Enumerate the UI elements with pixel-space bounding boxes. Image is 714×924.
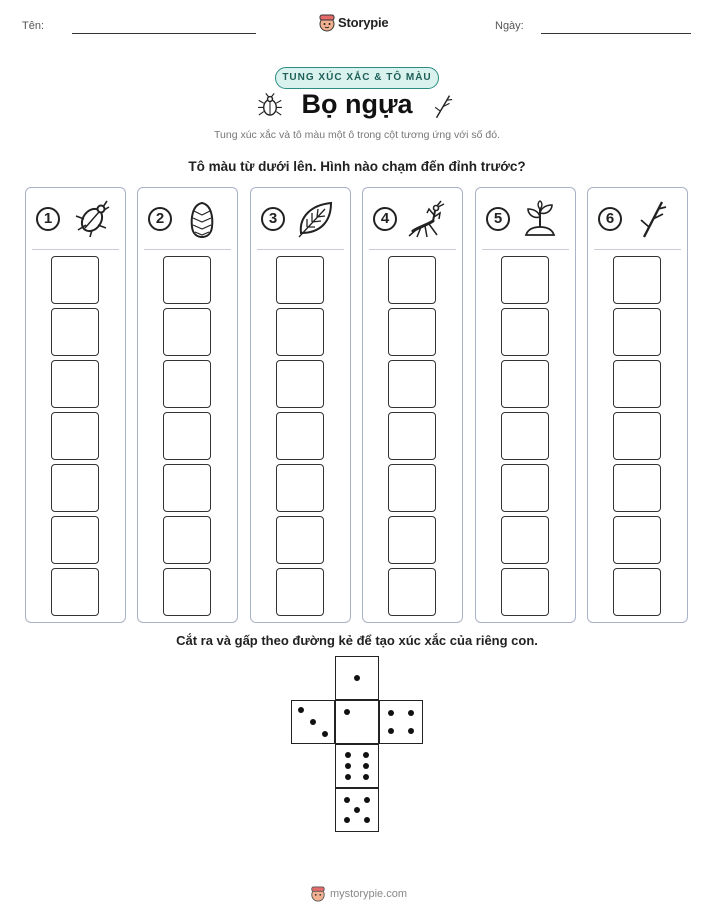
column-3 [250, 187, 351, 623]
question-heading: Tô màu từ dưới lên. Hình nào chạm đến đỉnh trước? [188, 159, 526, 174]
dice-pip [363, 752, 369, 758]
color-cell[interactable] [163, 308, 211, 356]
column-2 [137, 187, 238, 623]
name-label: Tên: [22, 20, 45, 32]
dice-pip [345, 763, 351, 769]
dice-pip [363, 763, 369, 769]
color-cell[interactable] [276, 516, 324, 564]
column-divider [482, 249, 569, 250]
dice-pip [310, 719, 316, 725]
column-divider [594, 249, 681, 250]
color-cell[interactable] [613, 464, 661, 512]
color-cell[interactable] [276, 360, 324, 408]
column-number: 1 [36, 207, 60, 231]
dice-pip [344, 709, 350, 715]
column-divider [257, 249, 344, 250]
color-cell[interactable] [501, 308, 549, 356]
dice-face-4 [379, 700, 423, 744]
color-cell[interactable] [501, 412, 549, 460]
color-cell[interactable] [613, 516, 661, 564]
mantis-icon [407, 199, 447, 239]
footer [310, 885, 420, 905]
date-label: Ngày: [495, 20, 524, 32]
color-cell[interactable] [501, 464, 549, 512]
color-cell[interactable] [163, 516, 211, 564]
column-1 [25, 187, 126, 623]
storypie-mascot-icon [318, 13, 336, 33]
sprout-icon [520, 199, 560, 239]
color-cell[interactable] [613, 568, 661, 616]
color-cell[interactable] [51, 516, 99, 564]
color-cell[interactable] [163, 464, 211, 512]
color-cell[interactable] [51, 256, 99, 304]
dice-pip [388, 710, 394, 716]
beetle-icon [70, 199, 110, 239]
color-cell[interactable] [501, 360, 549, 408]
dice-face-1 [335, 656, 379, 700]
dice-pip [364, 817, 370, 823]
color-cell[interactable] [613, 256, 661, 304]
color-cell[interactable] [388, 256, 436, 304]
dice-face-6 [335, 744, 379, 788]
color-cell[interactable] [51, 568, 99, 616]
color-cell[interactable] [388, 412, 436, 460]
dice-pip [298, 707, 304, 713]
color-cell[interactable] [51, 360, 99, 408]
color-cell[interactable] [388, 568, 436, 616]
brand-name: Storypie [338, 15, 389, 30]
dice-pip [354, 807, 360, 813]
dice-pip [345, 774, 351, 780]
dice-pip [388, 728, 394, 734]
color-cell[interactable] [388, 464, 436, 512]
date-line[interactable] [541, 33, 691, 34]
dice-face-3 [291, 700, 335, 744]
dice-pip [322, 731, 328, 737]
color-cell[interactable] [163, 568, 211, 616]
dice-pip [363, 774, 369, 780]
color-cell[interactable] [51, 464, 99, 512]
column-6 [587, 187, 688, 623]
column-5 [475, 187, 576, 623]
brand-logo [318, 12, 398, 34]
column-number: 3 [261, 207, 285, 231]
column-divider [144, 249, 231, 250]
cocoon-icon [182, 199, 222, 239]
dice-pip [345, 752, 351, 758]
page-title: Bọ ngựa [301, 89, 413, 119]
activity-badge: TUNG XÚC XẮC & TÔ MÀU [275, 67, 439, 89]
name-line[interactable] [72, 33, 256, 34]
storypie-mascot-icon [310, 885, 326, 903]
dice-pip [344, 817, 350, 823]
color-cell[interactable] [51, 308, 99, 356]
leaf-icon [295, 199, 335, 239]
dice-pip [408, 710, 414, 716]
cut-instruction: Cắt ra và gấp theo đường kẻ để tạo xúc xắc của riêng con. [176, 633, 538, 648]
footer-url[interactable]: mystorypie.com [330, 888, 408, 900]
color-cell[interactable] [613, 412, 661, 460]
dice-pip [354, 675, 360, 681]
column-number: 2 [148, 207, 172, 231]
dice-pip [344, 797, 350, 803]
color-cell[interactable] [163, 360, 211, 408]
page-subtitle: Tung xúc xắc và tô màu một ô trong cột tương ứng với số đó. [214, 129, 500, 141]
column-4 [362, 187, 463, 623]
twig-icon [430, 92, 456, 120]
color-cell[interactable] [501, 516, 549, 564]
column-number: 5 [486, 207, 510, 231]
color-cell[interactable] [501, 256, 549, 304]
color-cell[interactable] [276, 464, 324, 512]
dice-pip [408, 728, 414, 734]
color-cell[interactable] [613, 360, 661, 408]
color-cell[interactable] [276, 412, 324, 460]
column-number: 6 [598, 207, 622, 231]
color-cell[interactable] [388, 360, 436, 408]
color-cell[interactable] [388, 516, 436, 564]
column-divider [369, 249, 456, 250]
color-cell[interactable] [51, 412, 99, 460]
dice-face-5 [335, 788, 379, 832]
color-cell[interactable] [388, 308, 436, 356]
color-cell[interactable] [163, 412, 211, 460]
column-divider [32, 249, 119, 250]
dice-face-center [335, 700, 379, 744]
color-cell[interactable] [276, 256, 324, 304]
color-cell[interactable] [163, 256, 211, 304]
color-cell[interactable] [276, 568, 324, 616]
color-cell[interactable] [501, 568, 549, 616]
twig-icon [632, 199, 672, 239]
color-cell[interactable] [613, 308, 661, 356]
color-cell[interactable] [276, 308, 324, 356]
column-number: 4 [373, 207, 397, 231]
dice-pip [364, 797, 370, 803]
